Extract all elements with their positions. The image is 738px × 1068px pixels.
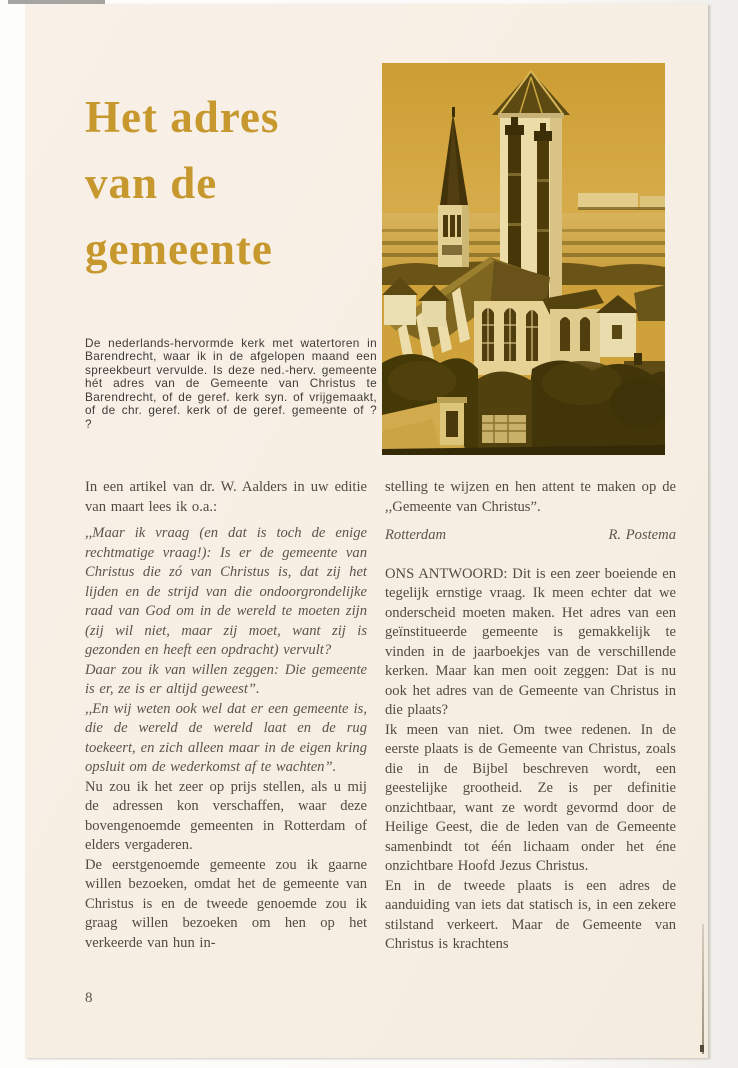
signature-line <box>385 526 676 546</box>
church-photo <box>382 63 665 455</box>
page-edge-crease <box>702 924 704 1054</box>
page-number: 8 <box>85 990 93 1006</box>
signature-name: R. Postema <box>608 527 676 543</box>
letter-continuation: stelling te wijzen en hen attent te maken op de ,,Gemeente van Christus”. <box>385 479 676 515</box>
letter-paragraph-1: Nu zou ik het zeer op prijs stellen, als u mij de adressen kon verschaffen, waar deze bovengenoemde gemeenten in Rotterdam of elders vergaderen. <box>85 778 367 853</box>
quote-3: ,,En wij weten ook wel dat er een gemeente is, die de wereld de wereld laat en de rug toekeert, en zich alleen maar in de eigen kring opsluit om de wederkomst af te wachten”. <box>85 700 367 775</box>
title-line-3: gemeente <box>85 224 273 275</box>
signature-place: Rotterdam <box>385 527 447 543</box>
church-photo-illustration <box>382 63 665 455</box>
distant-buildings <box>578 193 638 209</box>
left-text-column <box>85 478 367 953</box>
title-line-2: van de <box>85 158 218 209</box>
page-corner-speck <box>700 1045 704 1052</box>
answer-paragraph-3: En in de tweede plaats is een adres de aanduiding van iets dat statisch is, in een zekere stilstand verkeert. Maar de Gemeente van Christus is krachtens <box>385 877 676 952</box>
letter-intro: In een artikel van dr. W. Aalders in uw editie van maart lees ik o.a.: <box>85 479 367 515</box>
answer-paragraph-1: ONS ANTWOORD: Dit is een zeer boeiende en tegelijk ernstige vraag. Ik meen echter dat we onderscheid moeten maken. Het adres van een geïnstitueerde gemeente is gemakkelijk te vinden in de jaarboekjes van de verschillende kerken. Maar kan men ooit zeggen: Dat is nu ook het adres van de Gemeente van Christus in die plaats? <box>385 565 676 718</box>
photo-caption: De nederlands-hervormde kerk met watertoren in Barendrecht, waar ik in de afgelopen maand een spreekbeurt vervulde. Is deze ned.-herv. gemeente hét adres van de Gemeente van Christus te Barendrecht, of de geref. kerk syn. of vrijgemaakt, of de chr. geref. kerk of de geref. gemeente of ? ? <box>85 335 377 431</box>
quote-1: ,,Maar ik vraag (en dat is toch de enige rechtmatige vraag!): Is er de gemeente van Christus die zó van Christus is, dat zij het lijden en de strijd van die ondoorgrondelijke raad van God om in de wereld te moeten zijn (zij wil niet, maar zij moet, want zij is gezonden en heeft een opdracht) vervult? <box>85 525 367 658</box>
magazine-page <box>25 4 708 1058</box>
page-title <box>85 84 385 282</box>
letter-paragraph-2: De eerstgenoemde gemeente zou ik gaarne willen bezoeken, omdat het de gemeente van Christus is en de tweede genoemde zou ik graag willen bezoeken om hen op het verkeerde van hun in- <box>85 856 367 951</box>
right-text-column <box>385 478 676 955</box>
answer-paragraph-2: Ik meen van niet. Om twee redenen. In de eerste plaats is de Gemeente van Christus, zoals die in de Bijbel beschreven wordt, een geestelijke grootheid. Ze is per definitie onzichtbaar, want ze wordt gevormd door de Heilige Geest, die de leden van de Gemeente samenbindt tot één lichaam onder het éne onzichtbare Hoofd Jezus Christus. <box>385 721 676 874</box>
quote-2: Daar zou ik van willen zeggen: Die gemeente is er, ze is er altijd geweest”. <box>85 661 367 697</box>
title-line-1: Het adres <box>85 92 280 143</box>
